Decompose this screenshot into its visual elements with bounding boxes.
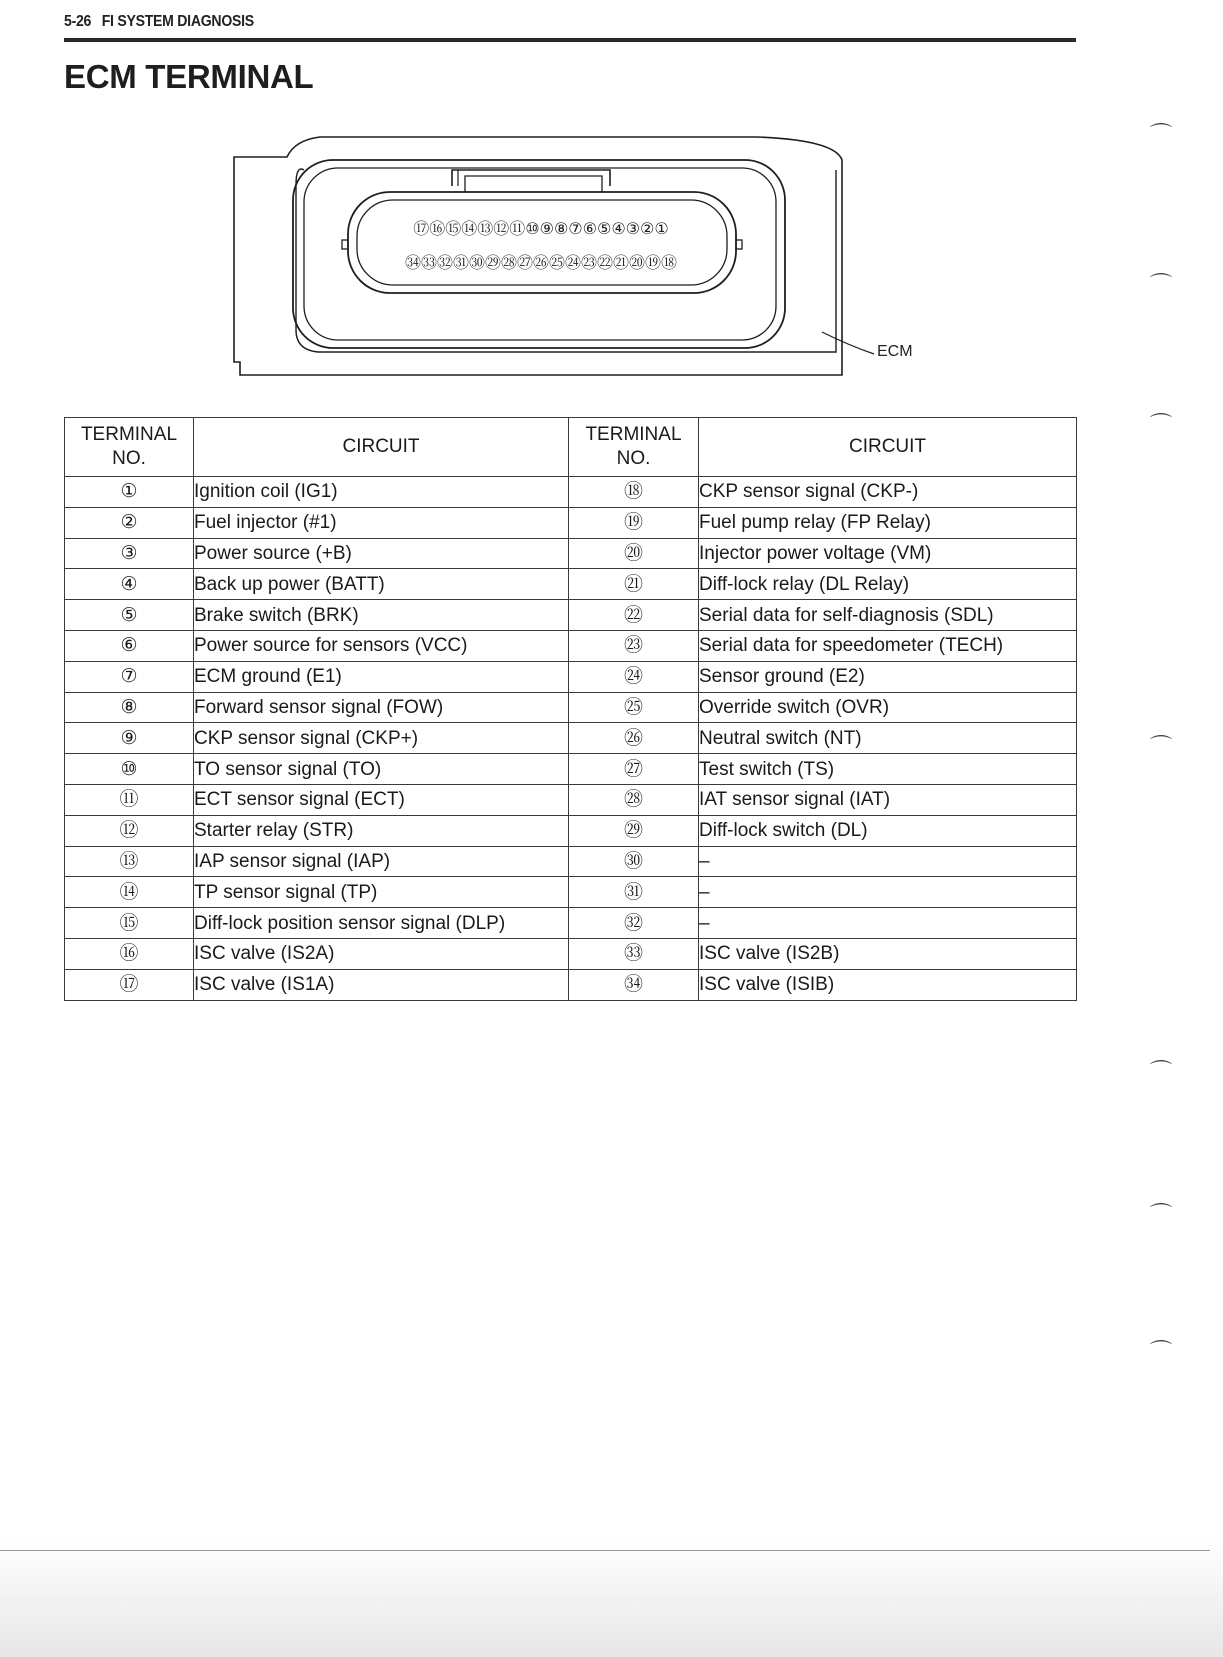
circuit-name: – bbox=[699, 908, 1077, 939]
circuit-name: Injector power voltage (VM) bbox=[699, 538, 1077, 569]
circuit-name: Ignition coil (IG1) bbox=[194, 477, 569, 508]
terminal-number: ⑰ bbox=[65, 969, 194, 1000]
terminal-number: ⑬ bbox=[65, 846, 194, 877]
table-row bbox=[65, 784, 1077, 815]
circuit-name: IAP sensor signal (IAP) bbox=[194, 846, 569, 877]
circuit-name: TP sensor signal (TP) bbox=[194, 877, 569, 908]
ecm-terminal-table bbox=[64, 417, 1077, 1001]
table-row bbox=[65, 692, 1077, 723]
circuit-name: Serial data for self-diagnosis (SDL) bbox=[699, 600, 1077, 631]
connector-latch bbox=[452, 170, 610, 186]
table-row bbox=[65, 600, 1077, 631]
terminal-number: ㉔ bbox=[569, 661, 699, 692]
table-row bbox=[65, 507, 1077, 538]
table-header-row bbox=[65, 418, 1077, 477]
connector-shell-inner bbox=[304, 168, 776, 340]
page-bottom-shade bbox=[0, 1537, 1223, 1657]
ecm-bracket bbox=[296, 169, 836, 352]
table-row bbox=[65, 938, 1077, 969]
top-row-pins: ⑰⑯⑮⑭⑬⑫⑪⑩⑨⑧⑦⑥⑤④③②① bbox=[413, 219, 669, 238]
bottom-row-pins: ㉞㉝㉜㉛㉚㉙㉘㉗㉖㉕㉔㉓㉒㉑⑳⑲⑱ bbox=[404, 253, 678, 272]
terminal-number: ㉜ bbox=[569, 908, 699, 939]
circuit-name: IAT sensor signal (IAT) bbox=[699, 784, 1077, 815]
terminal-number: ⑫ bbox=[65, 815, 194, 846]
page-bottom-rule bbox=[0, 1550, 1210, 1551]
table-row bbox=[65, 877, 1077, 908]
table-row bbox=[65, 754, 1077, 785]
header-terminal-no-right: TERMINAL NO. bbox=[569, 418, 699, 477]
circuit-name: Test switch (TS) bbox=[699, 754, 1077, 785]
circuit-name: Diff-lock switch (DL) bbox=[699, 815, 1077, 846]
terminal-number: ㉚ bbox=[569, 846, 699, 877]
terminal-number: ㉖ bbox=[569, 723, 699, 754]
page-number: 5-26 bbox=[64, 13, 92, 30]
circuit-name: Brake switch (BRK) bbox=[194, 600, 569, 631]
circuit-name: ISC valve (ISIB) bbox=[699, 969, 1077, 1000]
table-row bbox=[65, 630, 1077, 661]
terminal-number: ⑳ bbox=[569, 538, 699, 569]
circuit-name: – bbox=[699, 846, 1077, 877]
circuit-name: Sensor ground (E2) bbox=[699, 661, 1077, 692]
terminal-number: ③ bbox=[65, 538, 194, 569]
terminal-number: ㉓ bbox=[569, 630, 699, 661]
terminal-number: ② bbox=[65, 507, 194, 538]
terminal-number: ⑲ bbox=[569, 507, 699, 538]
circuit-name: Power source for sensors (VCC) bbox=[194, 630, 569, 661]
page-header bbox=[64, 13, 254, 31]
terminal-number: ⑧ bbox=[65, 692, 194, 723]
table-row bbox=[65, 477, 1077, 508]
terminal-number: ㉗ bbox=[569, 754, 699, 785]
terminal-number: ⑯ bbox=[65, 938, 194, 969]
circuit-name: Serial data for speedometer (TECH) bbox=[699, 630, 1077, 661]
terminal-number: ㉘ bbox=[569, 784, 699, 815]
header-terminal-no-left: TERMINAL NO. bbox=[65, 418, 194, 477]
terminal-number: ㉛ bbox=[569, 877, 699, 908]
terminal-number: ㉑ bbox=[569, 569, 699, 600]
circuit-name: Override switch (OVR) bbox=[699, 692, 1077, 723]
terminal-number: ⑩ bbox=[65, 754, 194, 785]
circuit-name: ECM ground (E1) bbox=[194, 661, 569, 692]
circuit-name: CKP sensor signal (CKP-) bbox=[699, 477, 1077, 508]
circuit-name: ISC valve (IS2B) bbox=[699, 938, 1077, 969]
table-row bbox=[65, 723, 1077, 754]
connector-shell-outer bbox=[293, 160, 785, 348]
table-row bbox=[65, 569, 1077, 600]
circuit-name: TO sensor signal (TO) bbox=[194, 754, 569, 785]
terminal-number: ㉝ bbox=[569, 938, 699, 969]
circuit-name: Fuel pump relay (FP Relay) bbox=[699, 507, 1077, 538]
ecm-housing-outline bbox=[234, 137, 842, 375]
terminal-number: ⑪ bbox=[65, 784, 194, 815]
terminal-number: ④ bbox=[65, 569, 194, 600]
header-rule bbox=[64, 38, 1076, 42]
terminal-number: ⑨ bbox=[65, 723, 194, 754]
ecm-label: ECM bbox=[877, 343, 913, 360]
section-name: FI SYSTEM DIAGNOSIS bbox=[101, 13, 254, 30]
table-row bbox=[65, 815, 1077, 846]
circuit-name: ECT sensor signal (ECT) bbox=[194, 784, 569, 815]
terminal-number: ㉕ bbox=[569, 692, 699, 723]
circuit-name: Back up power (BATT) bbox=[194, 569, 569, 600]
circuit-name: Diff-lock relay (DL Relay) bbox=[699, 569, 1077, 600]
circuit-name: Starter relay (STR) bbox=[194, 815, 569, 846]
terminal-number: ① bbox=[65, 477, 194, 508]
table-row bbox=[65, 661, 1077, 692]
terminal-number: ⑱ bbox=[569, 477, 699, 508]
circuit-name: CKP sensor signal (CKP+) bbox=[194, 723, 569, 754]
connector-pin-face bbox=[348, 192, 736, 293]
terminal-number: ㉒ bbox=[569, 600, 699, 631]
terminal-number: ⑤ bbox=[65, 600, 194, 631]
page-title: ECM TERMINAL bbox=[64, 58, 314, 95]
circuit-name: Diff-lock position sensor signal (DLP) bbox=[194, 908, 569, 939]
header-circuit-right: CIRCUIT bbox=[699, 418, 1077, 477]
ecm-leader-line bbox=[822, 332, 874, 354]
table-row bbox=[65, 969, 1077, 1000]
circuit-name: – bbox=[699, 877, 1077, 908]
circuit-name: Forward sensor signal (FOW) bbox=[194, 692, 569, 723]
table-row bbox=[65, 908, 1077, 939]
circuit-name: ISC valve (IS1A) bbox=[194, 969, 569, 1000]
circuit-name: Power source (+B) bbox=[194, 538, 569, 569]
circuit-name: ISC valve (IS2A) bbox=[194, 938, 569, 969]
circuit-name: Neutral switch (NT) bbox=[699, 723, 1077, 754]
terminal-number: ⑦ bbox=[65, 661, 194, 692]
terminal-number: ㉙ bbox=[569, 815, 699, 846]
terminal-number: ⑥ bbox=[65, 630, 194, 661]
header-circuit-left: CIRCUIT bbox=[194, 418, 569, 477]
terminal-number: ⑭ bbox=[65, 877, 194, 908]
terminal-number: ㉞ bbox=[569, 969, 699, 1000]
terminal-number: ⑮ bbox=[65, 908, 194, 939]
table-row bbox=[65, 846, 1077, 877]
circuit-name: Fuel injector (#1) bbox=[194, 507, 569, 538]
table-row bbox=[65, 538, 1077, 569]
